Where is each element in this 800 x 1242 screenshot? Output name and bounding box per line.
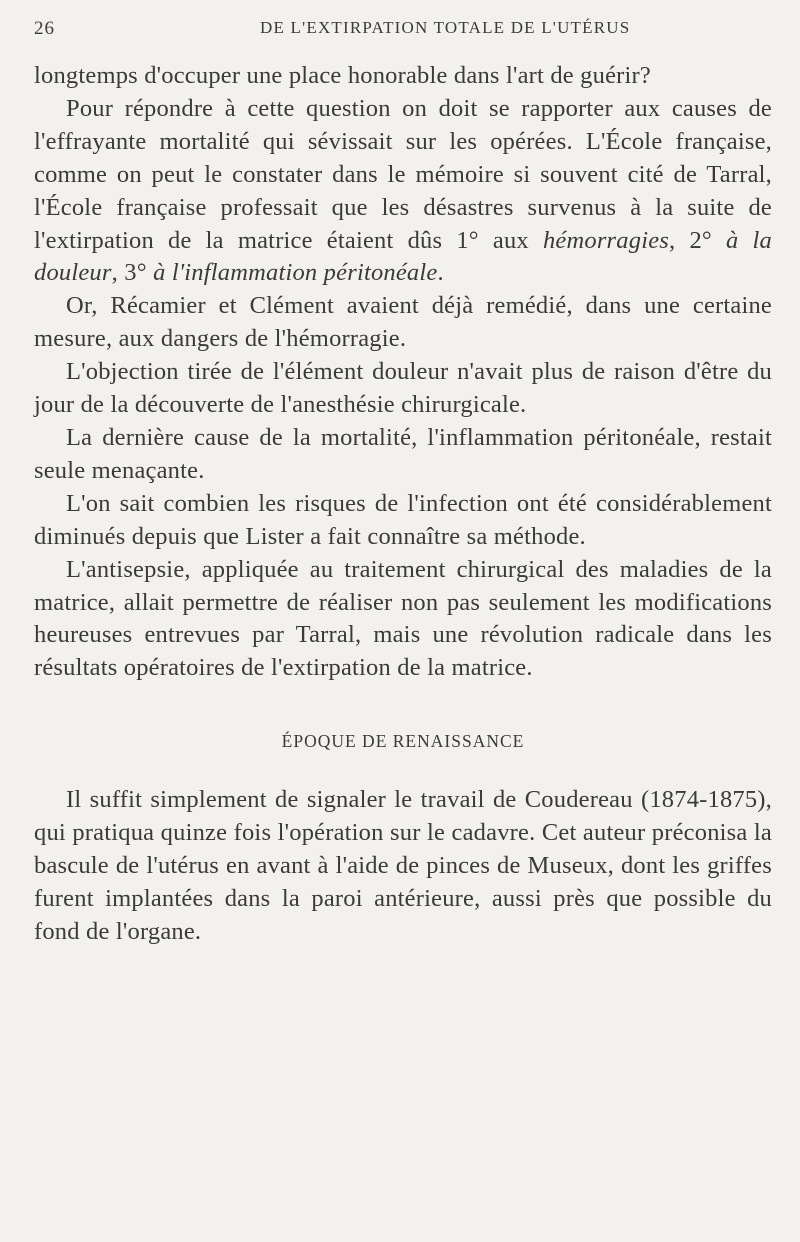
text-run: L'antisepsie, appliquée au traitement chirurgical des maladies de la matrice, allait permettre de réaliser non pas seulement les modifications heureuses entrevues par Tarral, mais une révolution radicale dans les résultats opératoires de l'extirpation de la matrice. — [34, 555, 772, 682]
italic-text: hémorragies — [542, 226, 670, 254]
body-text — [34, 60, 772, 949]
paragraph — [34, 356, 772, 422]
running-title: DE L'EXTIRPATION TOTALE DE L'UTÉRUS — [260, 18, 631, 37]
text-run: L'objection tirée de l'élément douleur n'avait plus de raison d'être du jour de la découverte de l'anesthésie chirurgicale. — [34, 358, 772, 419]
section-heading: ÉPOQUE DE RENAISSANCE — [281, 731, 525, 752]
paragraph — [34, 60, 772, 93]
text-run: Or, Récamier et Clément avaient déjà remédié, dans une certaine mesure, aux dangers de l'hémorragie. — [34, 292, 772, 353]
text-run: Pour répondre à cette question on doit se rapporter aux causes de l'effrayante mortalité qui sévissait sur les opérées. L'École française, comme on peut le constater dans le mémoire si souvent cité de Tarral, l'École française professait que les désastres survenus à la suite de l'extirpation de la matrice étaient dûs 1° aux — [34, 94, 772, 254]
text-run: L'on sait combien les risques de l'infection ont été considérablement diminués depuis que Lister a fait connaître sa méthode. — [34, 489, 772, 550]
italic-text: à la douleur — [34, 226, 772, 287]
paragraph — [34, 290, 772, 356]
text-run: , 2° — [669, 226, 726, 254]
text-run: . — [437, 259, 444, 287]
italic-text: à l'inflammation péritonéale — [153, 259, 438, 287]
text-run: longtemps d'occuper une place honorable dans l'art de guérir? — [34, 62, 651, 89]
text-run: Il suffit simplement de signaler le travail de Coudereau (1874-1875), qui pratiqua quinze fois l'opération sur le cadavre. Cet auteur préconisa la bascule de l'utérus en avant à l'aide de pinces de Museux, dont les griffes furent implantées dans la paroi antérieure, aussi près que possible du fond de l'organe. — [34, 786, 772, 945]
paragraph — [34, 422, 772, 488]
paragraph — [34, 488, 772, 554]
text-run: , 3° — [111, 259, 154, 287]
page-number: 26 — [34, 18, 55, 39]
text-run: La dernière cause de la mortalité, l'inflammation péritonéale, restait seule menaçante. — [34, 423, 772, 484]
running-head — [30, 18, 770, 48]
paragraph — [34, 784, 772, 949]
paragraph — [34, 554, 772, 686]
paragraph — [34, 93, 772, 290]
